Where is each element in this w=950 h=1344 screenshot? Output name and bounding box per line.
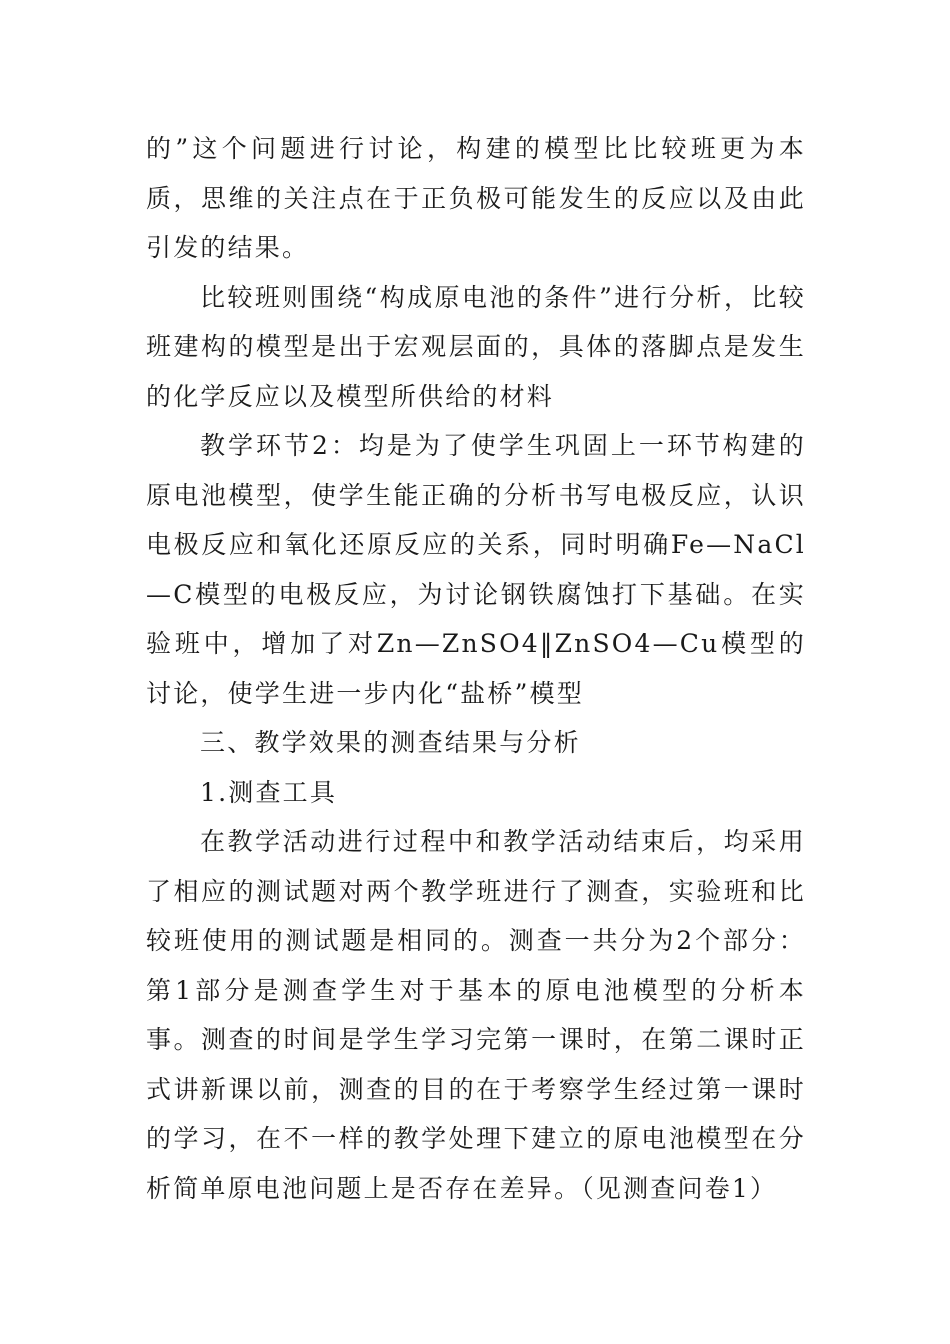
paragraph-test-tools: 在教学活动进行过程中和教学活动结束后，均采用了相应的测试题对两个教学班进行了测查，实验班和比较班使用的测试题是相同的。测查一共分为2个部分：第1部分是测查学生对于基本的原电池模型的分析本事。测查的时间是学生学习完第一课时，在第二课时正式讲新课以前，测查的目的在于考察学生经过第一课时的学习，在不一样的教学处理下建立的原电池模型在分析简单原电池问题上是否存在差异。（见测查问卷1） (146, 827, 806, 1203)
paragraph-continuation: 的”这个问题进行讨论，构建的模型比比较班更为本质，思维的关注点在于正负极可能发生的反应以及由此引发的结果。 (146, 134, 806, 262)
document-body (146, 124, 806, 1213)
subsection-heading: 1.测查工具 (200, 777, 338, 807)
paragraph-comparison-class: 比较班则围绕“构成原电池的条件”进行分析，比较班建构的模型是出于宏观层面的，具体的落脚点是发生的化学反应以及模型所供给的材料 (146, 282, 806, 411)
section-heading: 三、教学效果的测查结果与分析 (200, 728, 581, 757)
paragraph-teaching-step-2: 教学环节2：均是为了使学生巩固上一环节构建的原电池模型，使学生能正确的分析书写电极反应，认识电极反应和氧化还原反应的关系，同时明确Fe—NaCl—C模型的电极反应，为讨论钢铁腐蚀打下基础。在实验班中，增加了对Zn—ZnSO4‖ZnSO4—Cu模型的讨论，使学生进一步内化“盐桥”模型 (146, 431, 806, 708)
